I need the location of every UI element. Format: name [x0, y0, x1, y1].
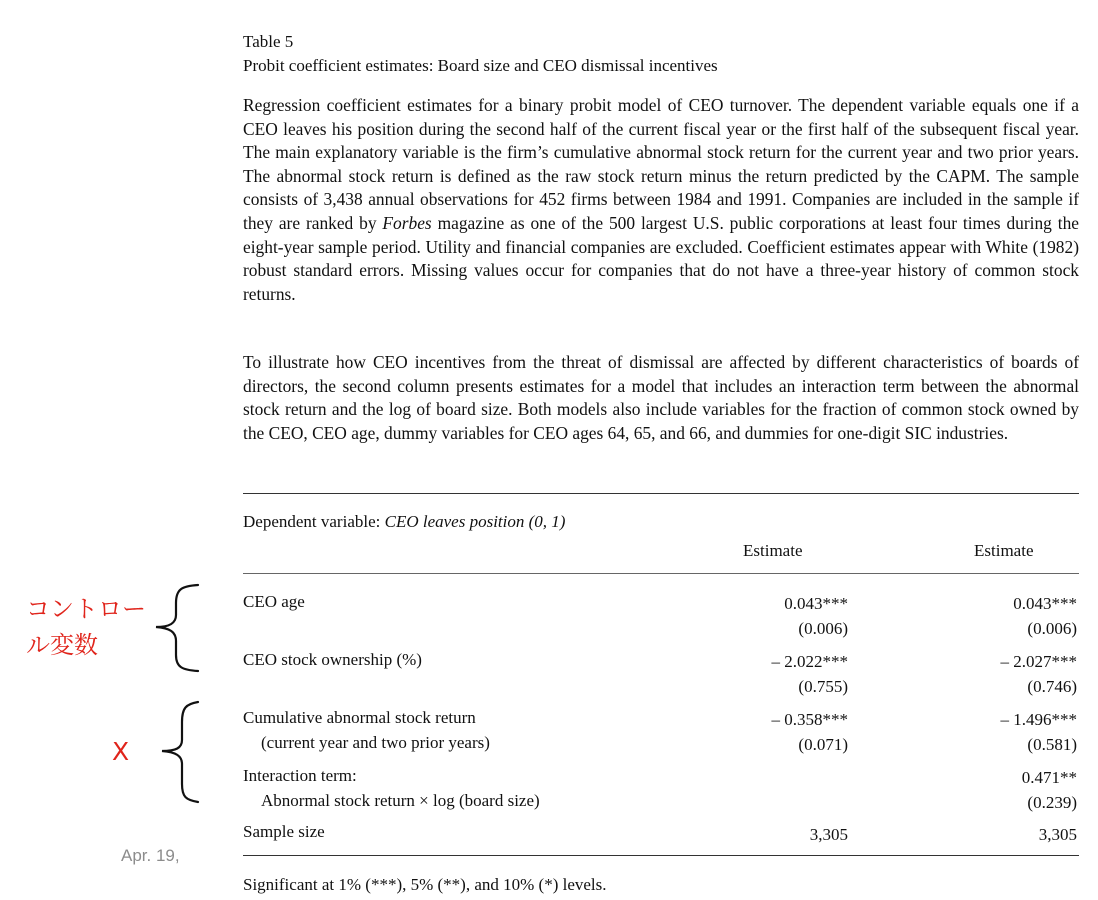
brace-x-variables — [150, 700, 210, 805]
annotation-control-variables: コントロール変数 — [26, 595, 146, 659]
ceo-ownership-estimate-2: – 2.027*** — [1000, 652, 1077, 671]
table-bottom-rule — [243, 855, 1079, 856]
cum-return-se-1: (0.071) — [798, 735, 848, 754]
ceo-age-se-2: (0.006) — [1027, 619, 1077, 638]
ceo-ownership-se-2: (0.746) — [1027, 677, 1077, 696]
cum-return-estimate-1: – 0.358*** — [771, 710, 848, 729]
column-header-2: Estimate — [974, 541, 1034, 560]
paragraph-1-text-b: magazine as one of the 500 largest U.S. public corporations at least four times during the eight-year sample period. Utility and financial companies are excluded. Coefficient estimates appear with White (1982) robust standard errors. Missing values occur for companies that do not have a three-year history of common stock returns. — [243, 212, 1079, 304]
row-label-interaction: Interaction term: — [243, 766, 357, 785]
paragraph-1-text-a: Regression coefficient estimates for a binary probit model of CEO turnover. The dependent variable equals one if a CEO leaves his position during the second half of the current fiscal year or the first half of the subsequent fiscal year. The main explanatory variable is the firm’s cumulative abnormal stock return for the current year and two prior years. The abnormal stock return is defined as the raw stock return minus the return predicted by the CAPM. The sample consists of 3,438 annual observations for 452 firms between 1984 and 1991. Companies are included in the sample if they are ranked by — [243, 95, 1079, 233]
description-paragraph-2: To illustrate how CEO incentives from the threat of dismissal are affected by different characteristics of boards of directors, the second column presents estimates for a model that includes an interaction term between the abnormal stock return and the log of board size. Both models also include variables for the fraction of common stock owned by the CEO, CEO age, dummy variables for CEO ages 64, 65, and 66, and dummies for one-digit SIC industries. — [243, 352, 1079, 443]
row-label-cum-return: Cumulative abnormal stock return — [243, 708, 476, 727]
interaction-estimate-2: 0.471** — [1021, 768, 1077, 787]
paragraph-1-italic-forbes: Forbes — [382, 212, 432, 233]
ceo-age-estimate-2: 0.043*** — [1013, 594, 1077, 613]
cum-return-estimate-2: – 1.496*** — [1000, 710, 1077, 729]
cum-return-se-2: (0.581) — [1027, 735, 1077, 754]
ceo-age-estimate-1: 0.043*** — [784, 594, 848, 613]
footer-date-fragment: Apr. 19, — [121, 846, 180, 865]
table-number: Table 5 — [243, 32, 294, 51]
description-paragraph-1 — [243, 94, 1079, 306]
significance-footnote: Significant at 1% (***), 5% (**), and 10% (*) levels. — [243, 875, 607, 894]
sample-size-2: 3,305 — [1038, 825, 1077, 844]
brace-control-variables — [140, 583, 210, 673]
annotation-x-label: X — [112, 737, 130, 766]
ceo-ownership-se-1: (0.755) — [798, 677, 848, 696]
row-label-interaction-detail: Abnormal stock return × log (board size) — [261, 791, 540, 810]
row-label-sample-size: Sample size — [243, 822, 325, 841]
dependent-variable-value: CEO leaves position (0, 1) — [384, 512, 566, 531]
dependent-variable-label: Dependent variable: — [243, 512, 385, 531]
row-label-cum-return-detail: (current year and two prior years) — [261, 733, 490, 752]
sample-size-1: 3,305 — [809, 825, 848, 844]
row-label-ceo-age: CEO age — [243, 592, 305, 611]
table-title: Probit coefficient estimates: Board size and CEO dismissal incentives — [243, 56, 718, 75]
ceo-age-se-1: (0.006) — [798, 619, 848, 638]
row-label-ceo-ownership: CEO stock ownership (%) — [243, 650, 422, 669]
ceo-ownership-estimate-1: – 2.022*** — [771, 652, 848, 671]
column-header-1: Estimate — [743, 541, 803, 560]
interaction-se-2: (0.239) — [1027, 793, 1077, 812]
header-rule — [243, 573, 1079, 574]
dependent-variable — [243, 512, 565, 532]
table-top-rule — [243, 493, 1079, 494]
